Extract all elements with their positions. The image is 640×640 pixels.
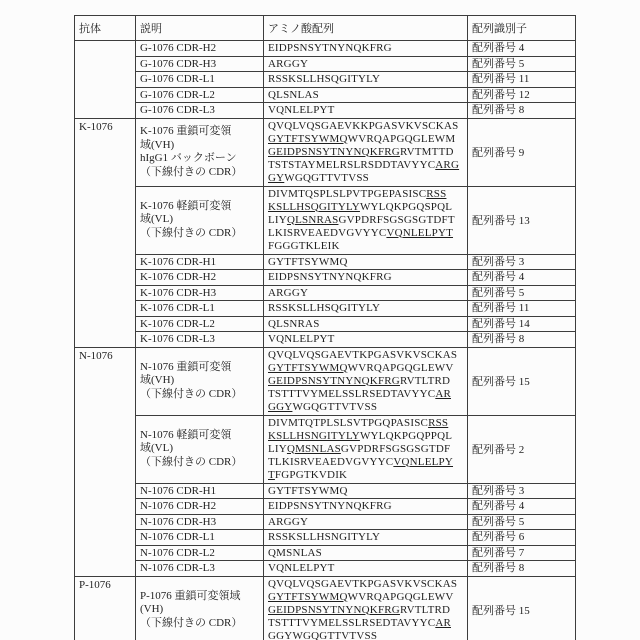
sequence-line: DIVMTQSPLSLPVTPGEPASISCRSS bbox=[268, 187, 447, 200]
sequence-cell: EIDPSNSYTNYNQKFRG bbox=[264, 270, 468, 286]
sequence-cell: GYTFTSYWMQ bbox=[264, 483, 468, 499]
table-row bbox=[75, 56, 576, 72]
sequence-line: LIYQMSNLASGVPDRFSGSGSGTDF bbox=[268, 442, 451, 455]
description-cell: G-1076 CDR-L1 bbox=[136, 72, 264, 88]
seq-id-cell: 配列番号 12 bbox=[468, 87, 576, 103]
seq-id-cell: 配列番号 15 bbox=[468, 347, 576, 415]
sequence-line: KSLLHSNGITYLYWYLQKPGQPPQL bbox=[268, 429, 453, 442]
description-cell: P-1076 重鎖可変領域 (VH) （下線付きの CDR） bbox=[136, 576, 264, 640]
sequence-line: KSLLHSQGITYLYWYLQKPGQSPQL bbox=[268, 200, 453, 213]
description-cell: N-1076 軽鎖可変領 域(VL) （下線付きの CDR） bbox=[136, 415, 264, 483]
table-row bbox=[75, 103, 576, 119]
table-row bbox=[75, 332, 576, 348]
table-row bbox=[75, 186, 576, 254]
seq-id-cell: 配列番号 3 bbox=[468, 254, 576, 270]
sequence-cell: ARGGY bbox=[264, 56, 468, 72]
table-row bbox=[75, 499, 576, 515]
col-header-seq-id: 配列識別子 bbox=[468, 16, 576, 41]
sequence-line: DIVMTQTPLSLSVTPGQPASISCRSS bbox=[268, 416, 449, 429]
sequence-cell bbox=[264, 347, 468, 415]
seq-id-cell: 配列番号 5 bbox=[468, 56, 576, 72]
seq-id-cell: 配列番号 5 bbox=[468, 514, 576, 530]
sequence-line: QVQLVQSGAEVTKPGASVKVSCKAS bbox=[268, 348, 458, 361]
sequence-cell: RSSKSLLHSNGITYLY bbox=[264, 530, 468, 546]
table-row bbox=[75, 545, 576, 561]
table-row bbox=[75, 270, 576, 286]
table-row bbox=[75, 285, 576, 301]
sequence-cell: QMSNLAS bbox=[264, 545, 468, 561]
table-row bbox=[75, 483, 576, 499]
description-cell: N-1076 CDR-H2 bbox=[136, 499, 264, 515]
description-cell: K-1076 軽鎖可変領 域(VL) （下線付きの CDR） bbox=[136, 186, 264, 254]
seq-id-cell: 配列番号 15 bbox=[468, 576, 576, 640]
col-header-antibody: 抗体 bbox=[75, 16, 136, 41]
seq-id-cell: 配列番号 2 bbox=[468, 415, 576, 483]
sequence-line: TSTSTAYMELRSLRSDDTAVYYCARG bbox=[268, 158, 460, 171]
sequence-line: GYTFTSYWMQWVRQAPGQGLEWV bbox=[268, 590, 454, 603]
table-row bbox=[75, 301, 576, 317]
sequence-line: GGYWGQGTTVTVSS bbox=[268, 400, 378, 413]
sequence-line: TFGPGTKVDIK bbox=[268, 468, 348, 481]
description-cell: N-1076 CDR-L3 bbox=[136, 561, 264, 577]
sequence-line: TSTTTVYMELSSLRSEDTAVYYCAR bbox=[268, 387, 451, 400]
description-cell: K-1076 CDR-H3 bbox=[136, 285, 264, 301]
sequence-cell: VQNLELPYT bbox=[264, 561, 468, 577]
antibody-cell bbox=[75, 41, 136, 119]
table-row bbox=[75, 347, 576, 415]
description-cell: N-1076 重鎖可変領 域(VH) （下線付きの CDR） bbox=[136, 347, 264, 415]
antibody-cell: N-1076 bbox=[75, 347, 136, 576]
seq-id-cell: 配列番号 11 bbox=[468, 72, 576, 88]
sequence-cell: GYTFTSYWMQ bbox=[264, 254, 468, 270]
sequence-cell: ARGGY bbox=[264, 514, 468, 530]
col-header-sequence: アミノ酸配列 bbox=[264, 16, 468, 41]
description-cell: K-1076 CDR-H2 bbox=[136, 270, 264, 286]
table-row bbox=[75, 316, 576, 332]
sequence-cell: VQNLELPYT bbox=[264, 332, 468, 348]
sequence-table bbox=[74, 15, 576, 640]
description-cell: N-1076 CDR-L1 bbox=[136, 530, 264, 546]
sequence-cell: ARGGY bbox=[264, 285, 468, 301]
sequence-line: GYTFTSYWMQWVRQAPGQGLEWV bbox=[268, 361, 454, 374]
seq-id-cell: 配列番号 6 bbox=[468, 530, 576, 546]
sequence-line: FGGGTKLEIK bbox=[268, 239, 340, 252]
description-cell: N-1076 CDR-L2 bbox=[136, 545, 264, 561]
sequence-line: GGYWGQGTTVTVSS bbox=[268, 629, 378, 640]
table-row bbox=[75, 118, 576, 186]
antibody-cell: K-1076 bbox=[75, 118, 136, 347]
sequence-line: QVQLVQSGAEVTKPGASVKVSCKAS bbox=[268, 577, 458, 590]
sequence-cell: QLSNRAS bbox=[264, 316, 468, 332]
col-header-description: 説明 bbox=[136, 16, 264, 41]
sequence-cell bbox=[264, 186, 468, 254]
table-row bbox=[75, 561, 576, 577]
seq-id-cell: 配列番号 4 bbox=[468, 270, 576, 286]
seq-id-cell: 配列番号 4 bbox=[468, 41, 576, 57]
sequence-line: QVQLVQSGAEVKKPGASVKVSCKAS bbox=[268, 119, 459, 132]
sequence-cell bbox=[264, 415, 468, 483]
table-row bbox=[75, 530, 576, 546]
sequence-line: GYWGQGTTVTVSS bbox=[268, 171, 369, 184]
description-cell: N-1076 CDR-H1 bbox=[136, 483, 264, 499]
table-row bbox=[75, 514, 576, 530]
description-cell: N-1076 CDR-H3 bbox=[136, 514, 264, 530]
seq-id-cell: 配列番号 3 bbox=[468, 483, 576, 499]
description-cell: K-1076 CDR-L2 bbox=[136, 316, 264, 332]
table-row bbox=[75, 415, 576, 483]
sequence-line: LKISRVEAEDVGVYYCVQNLELPYT bbox=[268, 226, 454, 239]
sequence-cell: RSSKSLLHSQGITYLY bbox=[264, 301, 468, 317]
seq-id-cell: 配列番号 9 bbox=[468, 118, 576, 186]
description-cell: K-1076 CDR-H1 bbox=[136, 254, 264, 270]
table-row bbox=[75, 576, 576, 640]
seq-id-cell: 配列番号 7 bbox=[468, 545, 576, 561]
seq-id-cell: 配列番号 13 bbox=[468, 186, 576, 254]
sequence-cell bbox=[264, 576, 468, 640]
description-cell: G-1076 CDR-L2 bbox=[136, 87, 264, 103]
seq-id-cell: 配列番号 8 bbox=[468, 561, 576, 577]
sequence-line: LIYQLSNRASGVPDRFSGSGSGTDFT bbox=[268, 213, 455, 226]
sequence-cell: QLSNLAS bbox=[264, 87, 468, 103]
description-cell: G-1076 CDR-H2 bbox=[136, 41, 264, 57]
seq-id-cell: 配列番号 4 bbox=[468, 499, 576, 515]
sequence-cell bbox=[264, 118, 468, 186]
description-cell: G-1076 CDR-H3 bbox=[136, 56, 264, 72]
sequence-cell: RSSKSLLHSQGITYLY bbox=[264, 72, 468, 88]
seq-id-cell: 配列番号 8 bbox=[468, 332, 576, 348]
antibody-cell: P-1076 bbox=[75, 576, 136, 640]
seq-id-cell: 配列番号 11 bbox=[468, 301, 576, 317]
sequence-line: TSTTTVYMELSSLRSEDTAVYYCAR bbox=[268, 616, 451, 629]
description-cell: K-1076 CDR-L1 bbox=[136, 301, 264, 317]
table-row bbox=[75, 87, 576, 103]
description-cell: K-1076 CDR-L3 bbox=[136, 332, 264, 348]
header-row bbox=[75, 16, 576, 41]
sequence-line: GEIDPSNSYTNYNQKFRGRVTMTTD bbox=[268, 145, 454, 158]
table-row bbox=[75, 72, 576, 88]
sequence-line: GEIDPSNSYTNYNQKFRGRVTLTRD bbox=[268, 603, 451, 616]
seq-id-cell: 配列番号 8 bbox=[468, 103, 576, 119]
seq-id-cell: 配列番号 14 bbox=[468, 316, 576, 332]
sequence-line: GYTFTSYWMQWVRQAPGQGLEWM bbox=[268, 132, 456, 145]
table-row bbox=[75, 254, 576, 270]
sequence-line: GEIDPSNSYTNYNQKFRGRVTLTRD bbox=[268, 374, 451, 387]
sequence-line: TLKISRVEAEDVGVYYCVQNLELPY bbox=[268, 455, 454, 468]
sequence-cell: VQNLELPYT bbox=[264, 103, 468, 119]
sequence-cell: EIDPSNSYTNYNQKFRG bbox=[264, 41, 468, 57]
description-cell: G-1076 CDR-L3 bbox=[136, 103, 264, 119]
description-cell: K-1076 重鎖可変領 域(VH) hIgG1 バックボーン （下線付きの CDR） bbox=[136, 118, 264, 186]
seq-id-cell: 配列番号 5 bbox=[468, 285, 576, 301]
table-body bbox=[75, 41, 576, 640]
table-row bbox=[75, 41, 576, 57]
sequence-cell: EIDPSNSYTNYNQKFRG bbox=[264, 499, 468, 515]
